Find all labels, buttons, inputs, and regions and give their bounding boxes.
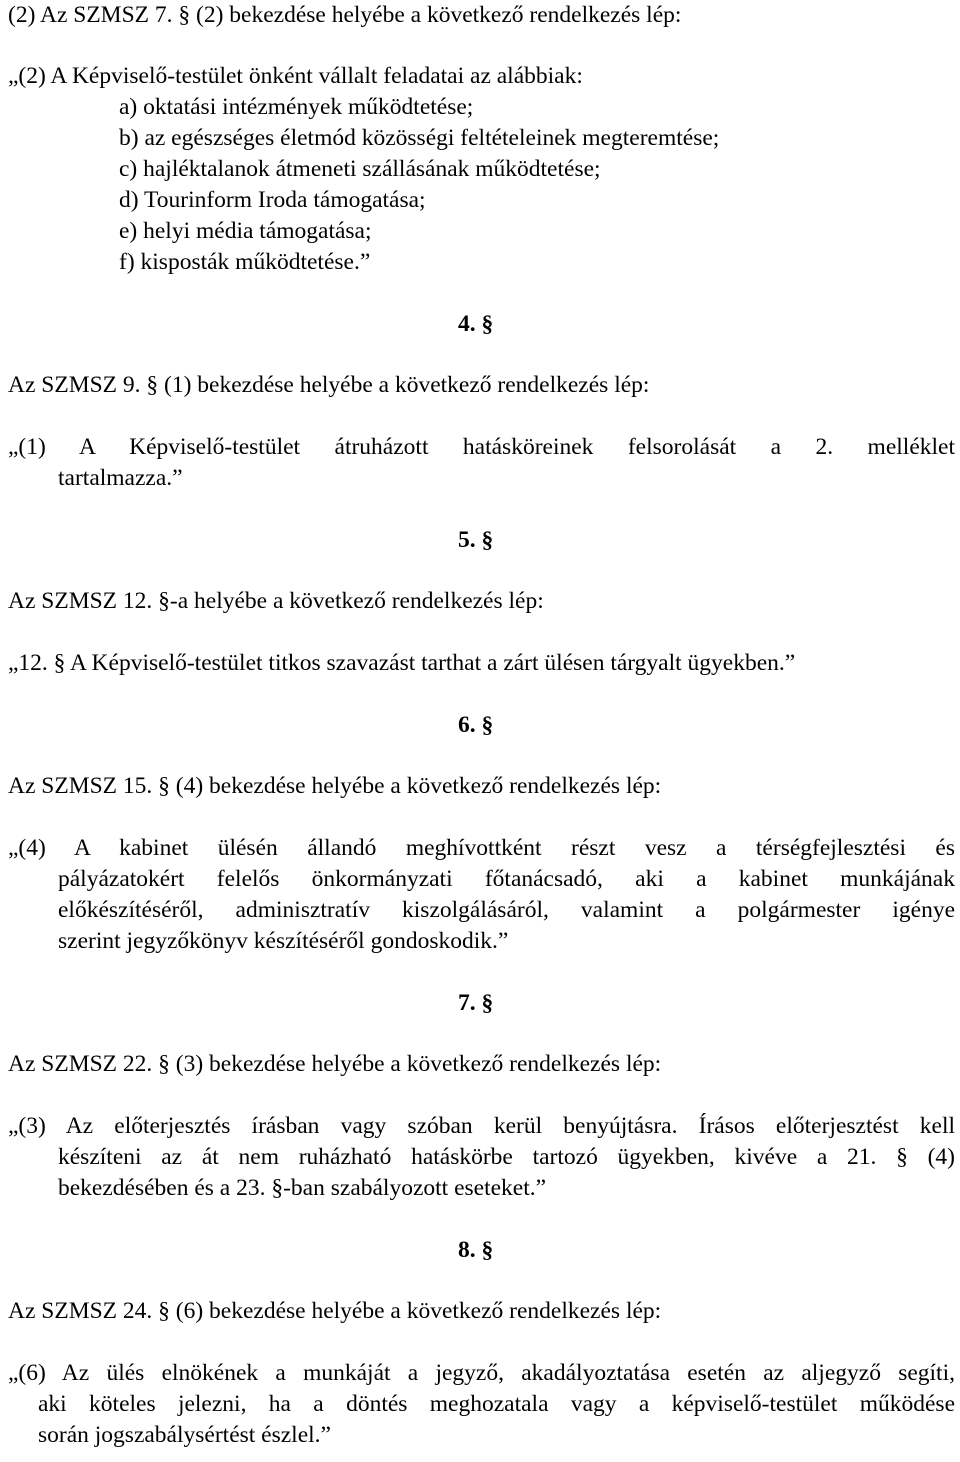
- quoted-provision-line: „(4) A kabinet ülésén állandó meghívottként részt vesz a térségfejlesztési és: [8, 835, 955, 861]
- list-item: f) kisposták működtetése.”: [119, 249, 371, 275]
- amendment-intro: Az SZMSZ 9. § (1) bekezdése helyébe a következő rendelkezés lép:: [8, 372, 650, 398]
- quoted-provision-line: tartalmazza.”: [58, 465, 183, 491]
- list-item: a) oktatási intézmények működtetése;: [119, 94, 474, 120]
- section-heading: 5. §: [458, 527, 494, 553]
- amendment-intro: Az SZMSZ 24. § (6) bekezdése helyébe a következő rendelkezés lép:: [8, 1298, 662, 1324]
- quoted-provision-line: előkészítéséről, adminisztratív kiszolgálásáról, valamint a polgármester igénye: [58, 897, 955, 923]
- section-heading: 7. §: [458, 990, 494, 1016]
- list-item: d) Tourinform Iroda támogatása;: [119, 187, 426, 213]
- quoted-provision-lead: „(2) A Képviselő-testület önként vállalt feladatai az alábbiak:: [8, 63, 583, 89]
- section-heading: 6. §: [458, 712, 494, 738]
- quoted-provision-line: „(1) A Képviselő-testület átruházott hatásköreinek felsorolását a 2. melléklet: [8, 434, 955, 460]
- amendment-intro: Az SZMSZ 15. § (4) bekezdése helyébe a következő rendelkezés lép:: [8, 773, 662, 799]
- quoted-provision-line: „(3) Az előterjesztés írásban vagy szóban kerül benyújtásra. Írásos előterjesztést kell: [8, 1113, 955, 1139]
- quoted-provision-line: során jogszabálysértést észlel.”: [38, 1422, 331, 1448]
- list-item: e) helyi média támogatása;: [119, 218, 372, 244]
- amendment-intro: Az SZMSZ 12. §-a helyébe a következő rendelkezés lép:: [8, 588, 544, 614]
- quoted-provision-line: pályázatokért felelős önkormányzati főtanácsadó, aki a kabinet munkájának: [58, 866, 955, 892]
- quoted-provision-line: aki köteles jelezni, ha a döntés meghozatala vagy a képviselő-testület működése: [38, 1391, 955, 1417]
- amendment-intro: Az SZMSZ 22. § (3) bekezdése helyébe a következő rendelkezés lép:: [8, 1051, 662, 1077]
- quoted-provision-line: készíteni az át nem ruházható hatáskörbe tartozó ügyekben, kivéve a 21. § (4): [58, 1144, 955, 1170]
- list-item: b) az egészséges életmód közösségi feltételeinek megteremtése;: [119, 125, 720, 151]
- quoted-provision-line: bekezdésében és a 23. §-ban szabályozott eseteket.”: [58, 1175, 547, 1201]
- quoted-provision-line: „12. § A Képviselő-testület titkos szavazást tarthat a zárt ülésen tárgyalt ügyekben.”: [8, 650, 796, 676]
- list-item: c) hajléktalanok átmeneti szállásának működtetése;: [119, 156, 601, 182]
- amendment-intro: (2) Az SZMSZ 7. § (2) bekezdése helyébe a következő rendelkezés lép:: [8, 2, 682, 28]
- quoted-provision-line: szerint jegyzőkönyv készítéséről gondoskodik.”: [58, 928, 509, 954]
- section-heading: 4. §: [458, 311, 494, 337]
- section-heading: 8. §: [458, 1237, 494, 1263]
- quoted-provision-line: „(6) Az ülés elnökének a munkáját a jegyző, akadályoztatása esetén az aljegyző segíti,: [8, 1360, 955, 1386]
